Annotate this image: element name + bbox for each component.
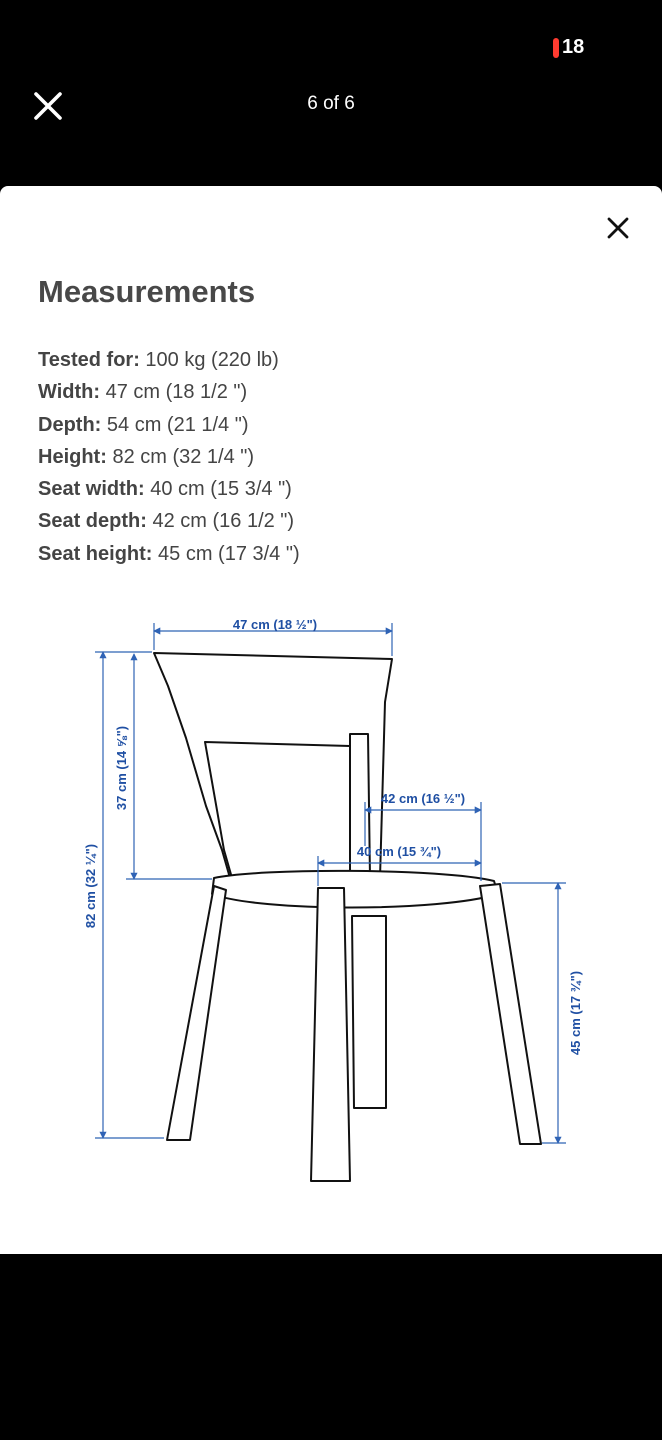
spec-item: Height: 82 cm (32 1/4 ") — [38, 445, 255, 468]
spec-item: Width: 47 cm (18 1/2 ") — [38, 381, 248, 404]
chair-drawing — [154, 653, 541, 1181]
spec-item: Tested for: 100 kg (220 lb) — [38, 349, 279, 371]
close-icon[interactable] — [604, 214, 632, 242]
image-counter: 6 of 6 — [307, 93, 355, 114]
status-badge-count: 18 — [562, 36, 585, 58]
total-height-label: 82 cm (32 ¼") — [83, 843, 98, 929]
status-badge-indicator — [553, 38, 559, 58]
spec-item: Seat depth: 42 cm (16 1/2 ") — [38, 510, 295, 533]
spec-item: Seat height: 45 cm (17 3/4 ") — [38, 542, 300, 565]
dimension-total-height — [83, 652, 164, 1138]
back-height-label: 37 cm (14 ⅝") — [114, 725, 129, 811]
seat-depth-label: 42 cm (16 ½") — [380, 791, 466, 806]
spec-item: Seat width: 40 cm (15 3/4 ") — [38, 478, 292, 501]
chair-dimension-diagram — [0, 591, 662, 1211]
measurements-sheet — [0, 186, 662, 1254]
seat-width-label: 40 cm (15 ¾") — [356, 844, 442, 859]
spec-item: Depth: 54 cm (21 1/4 ") — [38, 413, 249, 436]
status-badge — [553, 36, 584, 59]
width-label: 47 cm (18 ½") — [232, 617, 318, 632]
seat-height-label: 45 cm (17 ¾") — [568, 970, 583, 1056]
spec-list — [38, 344, 300, 570]
dimension-width — [154, 617, 392, 656]
page-title: Measurements — [38, 274, 256, 309]
dimension-seat-depth — [365, 791, 481, 881]
